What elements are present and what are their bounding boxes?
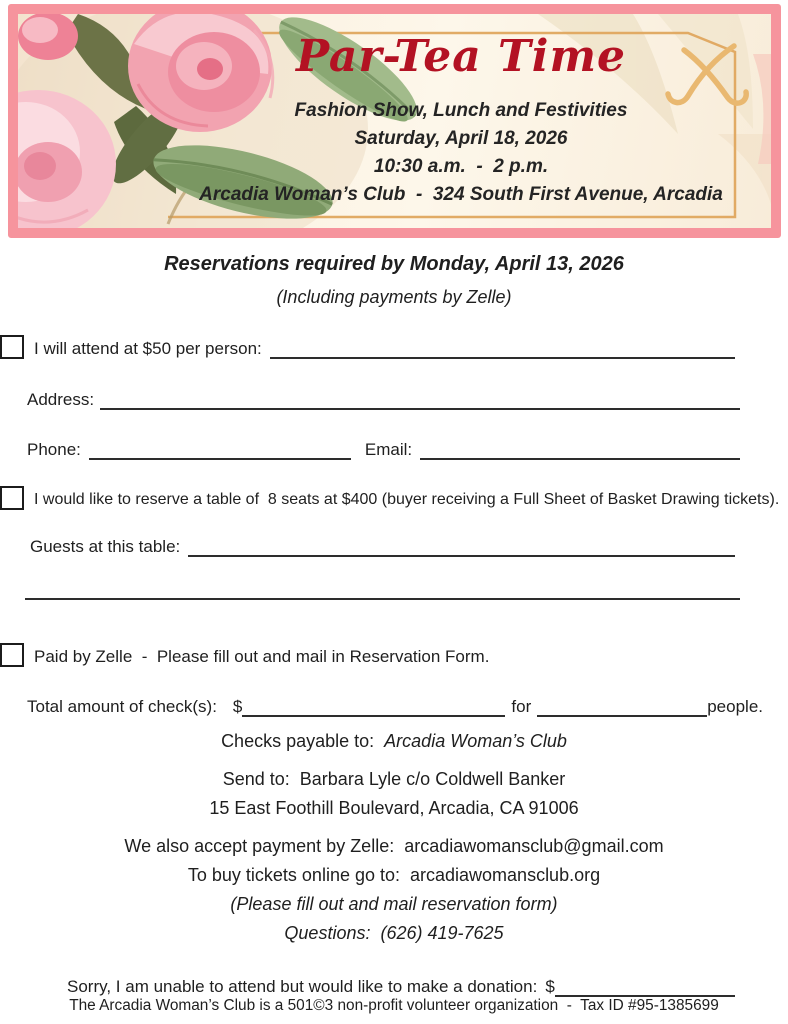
event-title: Par-Tea Time [295,31,627,82]
checks-payable-line [0,731,788,752]
paid-by-zelle-label: Paid by Zelle - Please fill out and mail in Reservation Form. [34,647,490,666]
guests-label: Guests at this table: [30,537,181,556]
online-tickets-line: To buy tickets online go to: arcadiawomansclub.org [187,865,601,885]
banner-text-block [163,30,759,209]
zelle-payment-line: We also accept payment by Zelle: arcadiawomansclub@gmail.com [124,836,664,856]
checks-payable-label: Checks payable to: [221,731,375,751]
address-input-line[interactable] [100,390,740,410]
donation-row [67,976,735,997]
donation-amount-input-line[interactable] [555,977,735,997]
total-dollar-sign: $ [232,697,243,716]
event-time: 10:30 a.m. - 2 p.m. [373,156,549,177]
people-label: people. [707,697,763,716]
guests-overflow-input-line[interactable] [25,578,740,600]
phone-label: Phone: [27,440,81,459]
reserve-table-checkbox[interactable] [0,486,24,510]
attend-names-input-line[interactable] [270,339,735,359]
phone-email-row [27,439,740,460]
total-amount-row [27,696,763,717]
address-row [27,389,740,410]
reserve-table-row [0,486,788,510]
guests-input-line[interactable] [188,537,735,557]
event-location: Arcadia Woman’s Club - 324 South First Avenue, Arcadia [199,184,723,205]
checks-payable-value: Arcadia Woman’s Club [384,731,567,751]
people-count-input-line[interactable] [537,697,707,717]
paid-by-zelle-row [0,643,768,667]
attend-label: I will attend at $50 per person: [34,339,262,358]
mail-form-note-line: (Please fill out and mail reservation form) [230,894,558,914]
total-amount-input-line[interactable] [242,697,505,717]
guests-row [30,536,735,557]
event-date: Saturday, April 18, 2026 [354,128,568,149]
attend-row [0,335,735,359]
donation-dollar-sign: $ [545,977,555,996]
total-amount-label: Total amount of check(s): [27,697,217,716]
zelle-payments-note: (Including payments by Zelle) [276,287,512,307]
email-input-line[interactable] [420,440,740,460]
reserve-table-label: I would like to reserve a table of 8 seats at $400 (buyer receiving a Full Sheet of Basket Drawing tickets). [34,491,780,508]
reservations-deadline-heading: Reservations required by Monday, April 13, 2026 [164,253,624,275]
donation-label: Sorry, I am unable to attend but would like to make a donation: [67,977,538,996]
paid-by-zelle-checkbox[interactable] [0,643,24,667]
send-to-line: Send to: Barbara Lyle c/o Coldwell Banker [222,769,566,789]
for-label: for [511,697,532,716]
nonprofit-footer: The Arcadia Woman’s Club is a 501©3 non-profit volunteer organization - Tax ID #95-1385699 [69,997,719,1014]
email-label: Email: [364,440,413,459]
event-banner [8,4,781,238]
event-subtitle: Fashion Show, Lunch and Festivities [294,100,628,121]
address-label: Address: [27,390,95,409]
rose-bud [18,14,78,60]
questions-phone-line: Questions: (626) 419-7625 [284,923,504,943]
attend-checkbox[interactable] [0,335,24,359]
mailing-address-line: 15 East Foothill Boulevard, Arcadia, CA 91006 [209,798,579,818]
phone-input-line[interactable] [89,440,351,460]
